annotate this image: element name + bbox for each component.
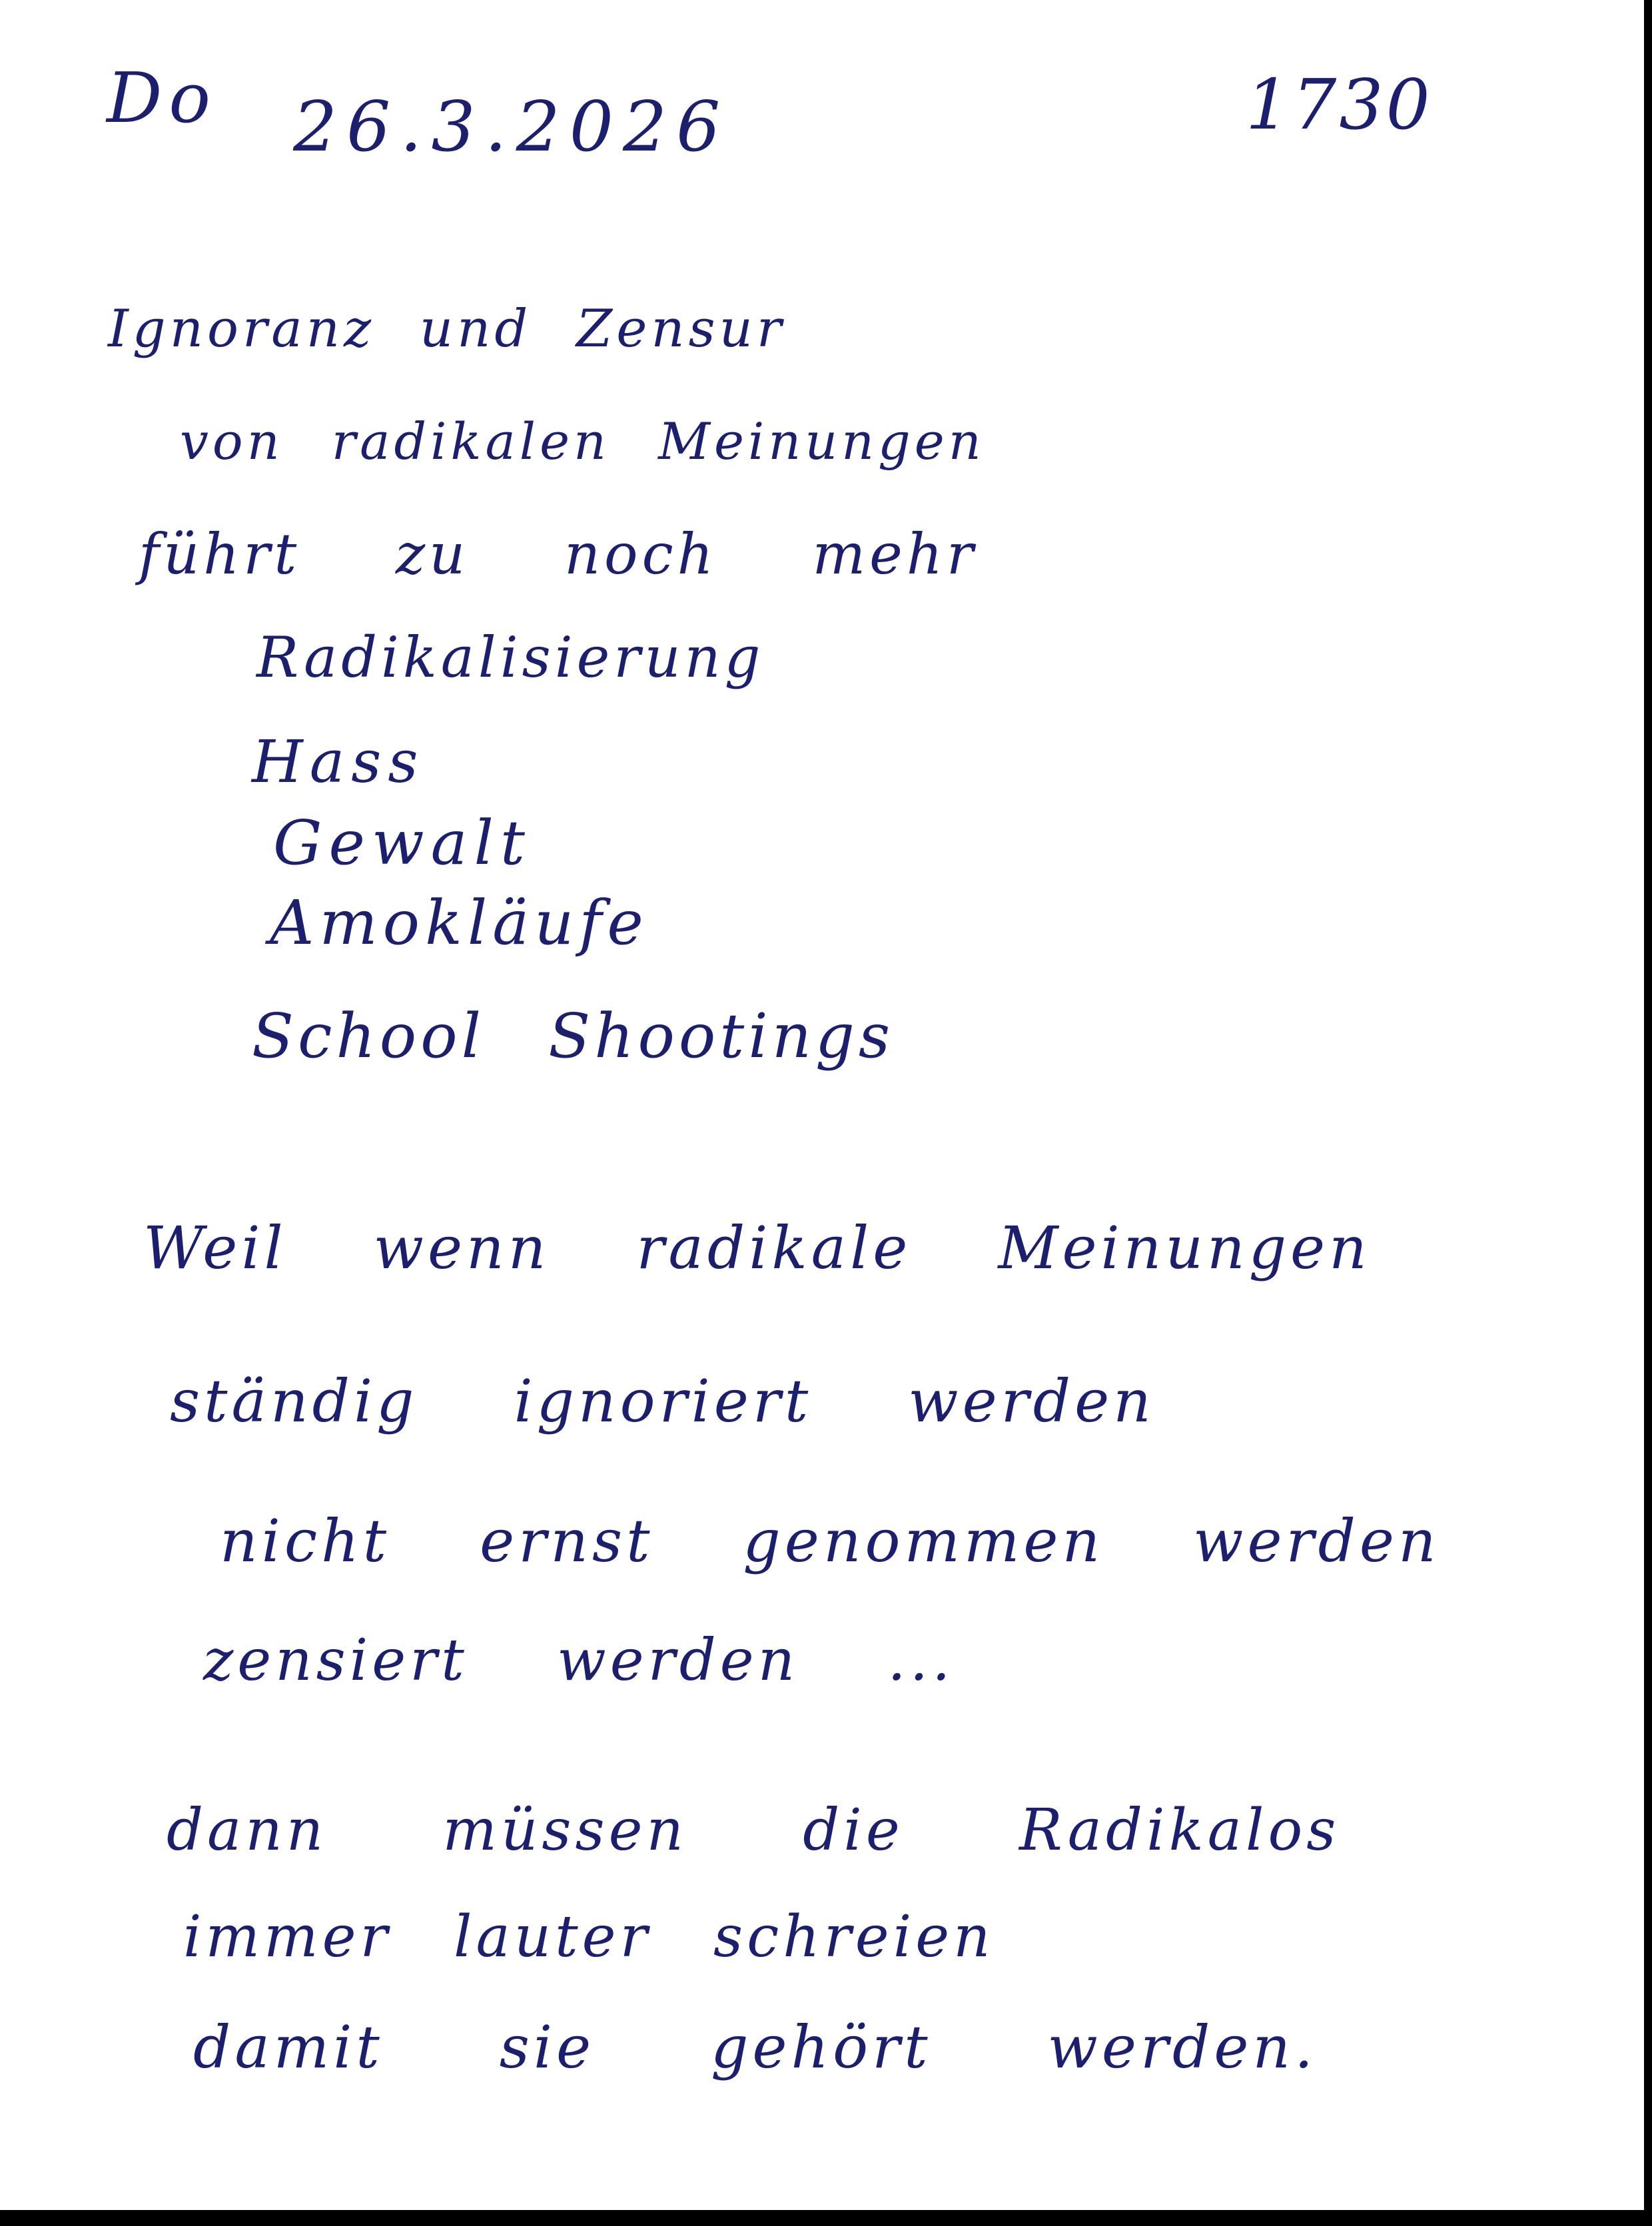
note-time: 1730	[1246, 64, 1433, 145]
note-line: Ignoranz und Zensur	[108, 299, 786, 359]
note-line: nicht ernst genommen werden	[220, 1507, 1440, 1575]
list-item: School Shootings	[252, 1000, 895, 1072]
note-line: Weil wenn radikale Meinungen	[143, 1214, 1371, 1282]
note-day: Do	[107, 57, 217, 139]
note-date: 26.3.2026	[293, 86, 730, 167]
list-item: Radikalisierung	[256, 625, 765, 690]
note-line: immer lauter schreien	[183, 1904, 995, 1970]
note-line: dann müssen die Radikalos	[167, 1797, 1340, 1864]
note-line: von radikalen Meinungen	[180, 412, 985, 471]
note-line: führt zu noch mehr	[139, 522, 978, 587]
note-line: ständig ignoriert werden	[170, 1367, 1155, 1435]
list-item: Amokläufe	[270, 887, 649, 958]
note-line: zensiert werden ...	[203, 1627, 955, 1694]
list-item: Hass	[252, 727, 425, 796]
list-item: Gewalt	[273, 807, 532, 879]
note-line: damit sie gehört werden.	[193, 2013, 1318, 2081]
